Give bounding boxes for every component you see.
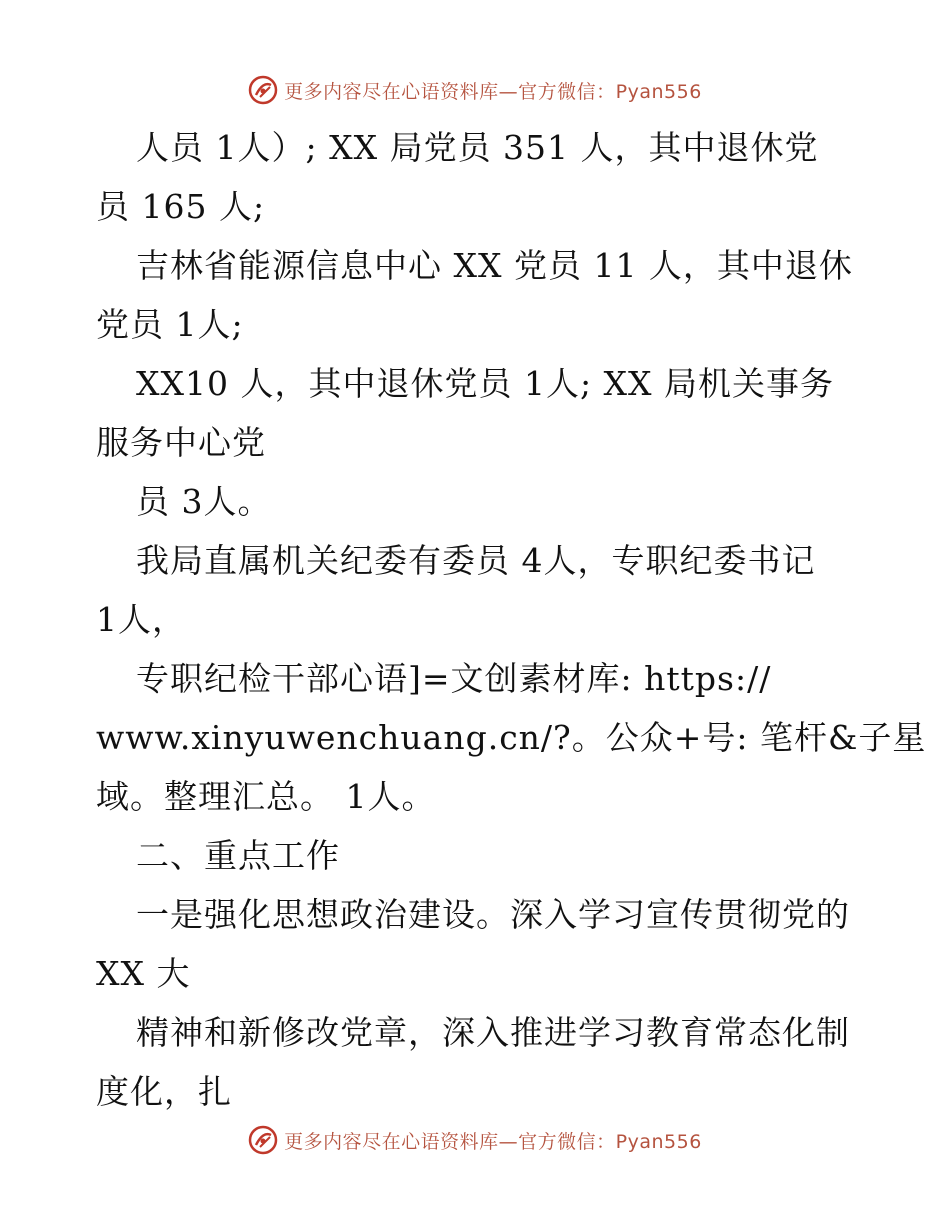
text-line: 党员 1人; <box>96 305 244 344</box>
text-line: 专职纪检干部心语]=文创素材库: https:// <box>136 659 772 698</box>
header-banner-text: 更多内容尽在心语资料库—官方微信：Pyan556 <box>284 80 702 103</box>
brand-logo-icon <box>248 1125 278 1155</box>
text-line: 服务中心党 <box>96 423 266 462</box>
footer-banner <box>0 1120 950 1160</box>
footer-banner-text: 更多内容尽在心语资料库—官方微信：Pyan556 <box>284 1130 702 1153</box>
text-line: 度化，扎 <box>96 1072 232 1111</box>
text-line: 域。整理汇总。 1人。 <box>96 777 436 816</box>
text-line: www.xinyuwenchuang.cn/?。公众+号: 笔杆&子星 <box>96 718 927 757</box>
document-body <box>96 118 927 1121</box>
text-line: XX10 人，其中退休党员 1人; XX 局机关事务 <box>136 364 835 403</box>
text-line: 精神和新修改党章，深入推进学习教育常态化制 <box>136 1013 850 1052</box>
text-line: 员 3人。 <box>136 482 272 521</box>
brand-logo-icon <box>248 75 278 105</box>
text-line: 二、重点工作 <box>136 836 340 875</box>
text-line: 吉林省能源信息中心 XX 党员 11 人，其中退休 <box>136 246 853 285</box>
text-line: 一是强化思想政治建设。深入学习宣传贯彻党的 <box>136 895 850 934</box>
text-line: 1人， <box>96 600 186 639</box>
text-line: 员 165 人; <box>96 187 266 226</box>
header-banner <box>0 70 950 110</box>
text-line: 我局直属机关纪委有委员 4人，专职纪委书记 <box>136 541 816 580</box>
text-line: 人员 1人）; XX 局党员 351 人，其中退休党 <box>136 128 819 167</box>
text-line: XX 大 <box>96 954 191 993</box>
